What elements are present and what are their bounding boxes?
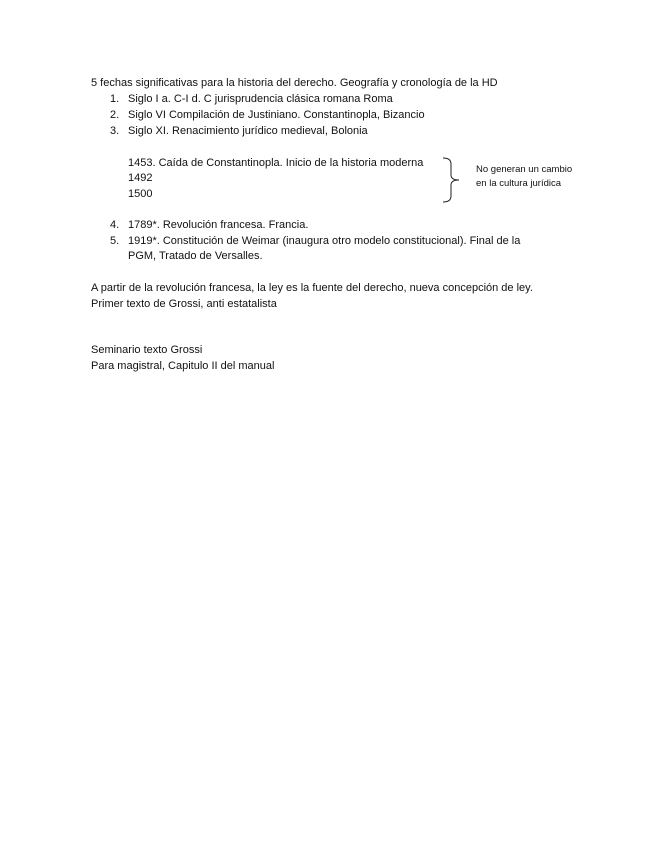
paragraph-line: A partir de la revolución francesa, la ley es la fuente del derecho, nueva concepción de ley. xyxy=(91,282,533,294)
brace-note: No generan un cambio xyxy=(476,164,573,175)
list-number: 5. xyxy=(110,235,120,247)
date-line: 1500 xyxy=(128,188,153,200)
document-heading: 5 fechas significativas para la historia del derecho. Geografía y cronología de la HD xyxy=(91,77,498,89)
list-text: Siglo XI. Renacimiento jurídico medieval, Bolonia xyxy=(128,125,368,137)
note-line: Seminario texto Grossi xyxy=(91,344,203,356)
date-line: 1492 xyxy=(128,172,153,184)
paragraph-line: Primer texto de Grossi, anti estatalista xyxy=(91,298,277,310)
list-number: 2. xyxy=(110,109,120,121)
list-number: 3. xyxy=(110,125,120,137)
list-text: Siglo I a. C-I d. C jurisprudencia clásica romana Roma xyxy=(128,93,393,105)
note-line: Para magistral, Capitulo II del manual xyxy=(91,360,275,372)
list-number: 1. xyxy=(110,93,120,105)
right-brace-icon xyxy=(441,156,465,204)
date-line: 1453. Caída de Constantinopla. Inicio de la historia moderna xyxy=(128,157,424,169)
list-text: 1789*. Revolución francesa. Francia. xyxy=(128,219,309,231)
list-text: PGM, Tratado de Versalles. xyxy=(128,250,263,262)
list-text: 1919*. Constitución de Weimar (inaugura otro modelo constitucional). Final de la xyxy=(128,235,521,247)
list-number: 4. xyxy=(110,219,120,231)
brace-note: en la cultura jurídica xyxy=(476,178,562,189)
list-text: Siglo VI Compilación de Justiniano. Constantinopla, Bizancio xyxy=(128,109,425,121)
